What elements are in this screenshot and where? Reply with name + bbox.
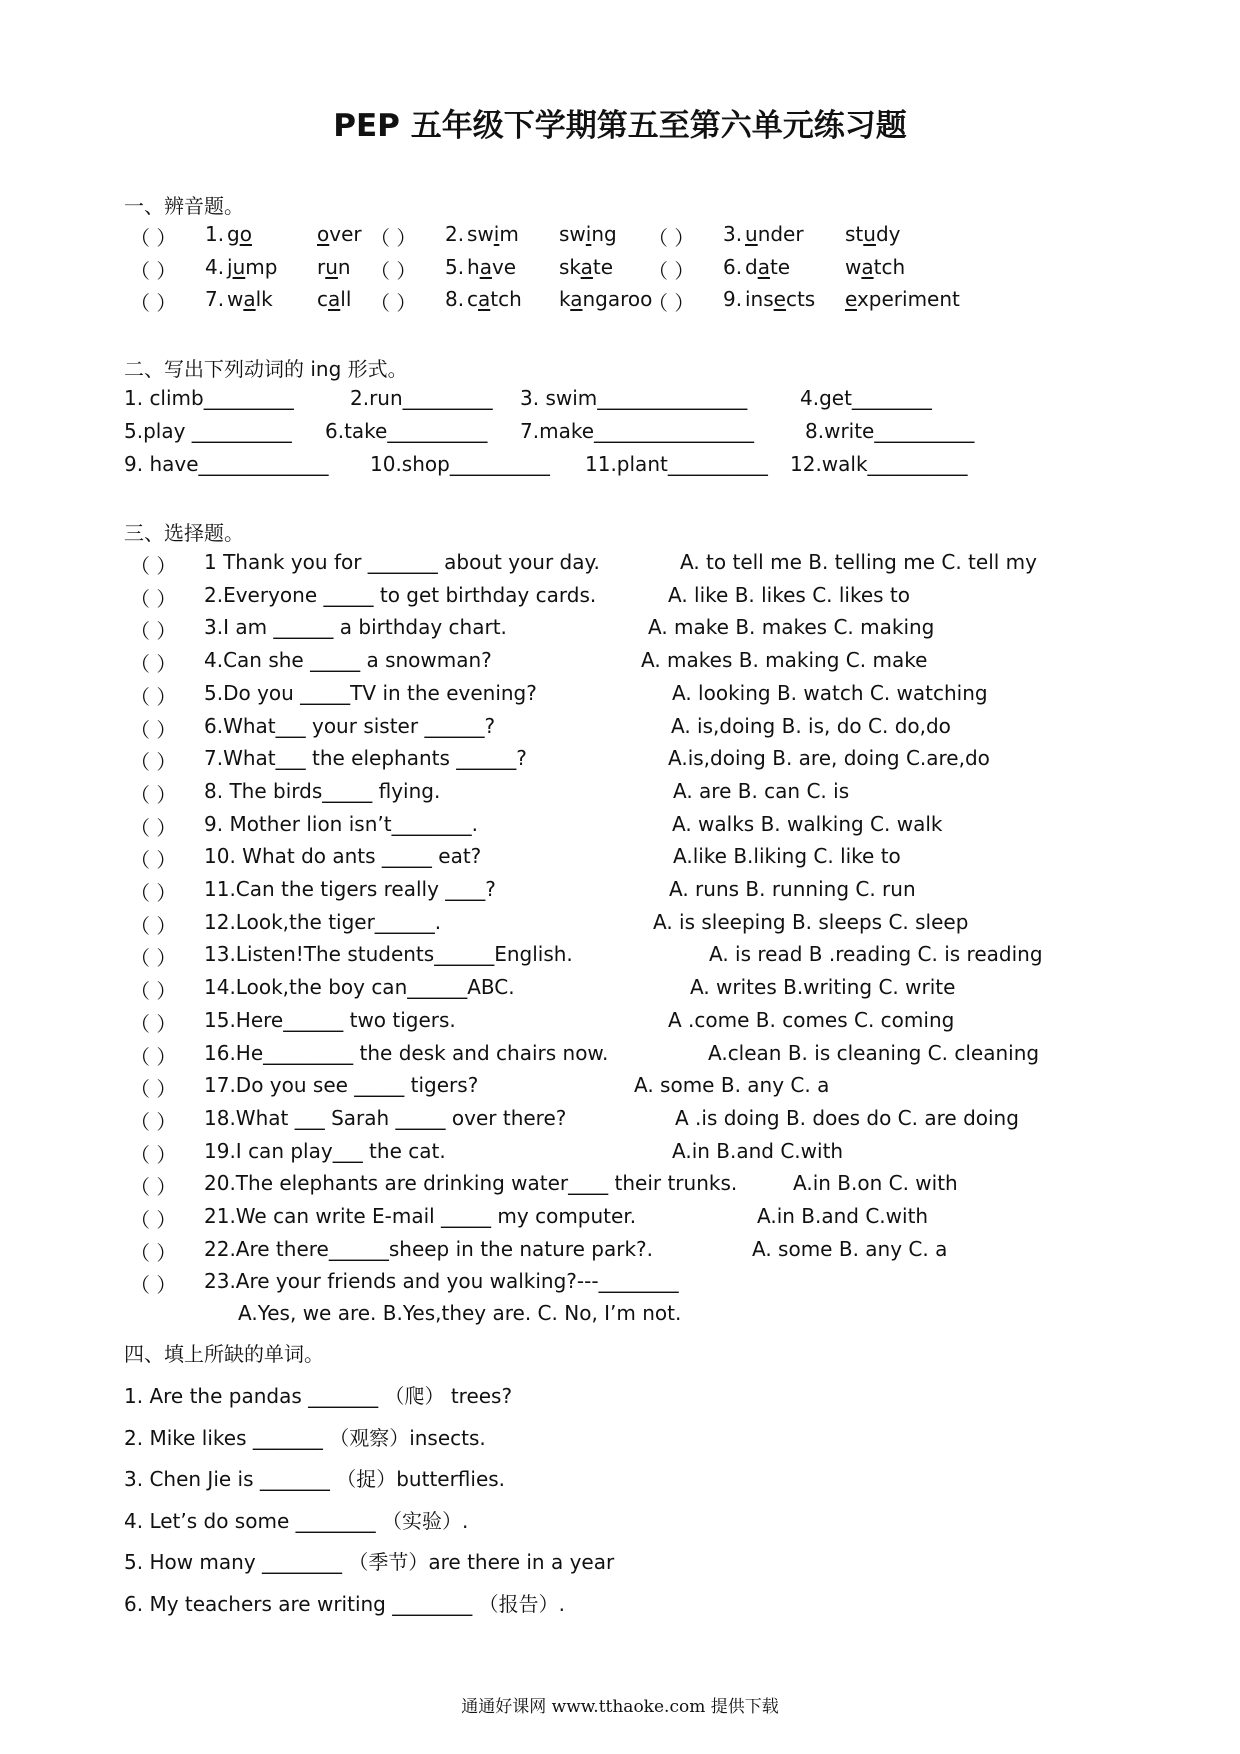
item-number: 4.	[205, 255, 225, 279]
underlined-letter: e	[773, 287, 786, 311]
word-1	[745, 222, 804, 246]
question-text: 9. Mother lion isn’t________.	[204, 811, 478, 836]
word-1	[227, 222, 252, 246]
word-part: lk	[255, 287, 273, 311]
answer-bracket: （ ）	[130, 1077, 177, 1102]
answer-options: A. like B. likes C. likes to	[668, 582, 911, 607]
word-part: ver	[329, 222, 362, 246]
answer-options: A.is,doing B. are, doing C.are,do	[668, 746, 990, 771]
answer-options: A. walks B. walking C. walk	[672, 811, 943, 836]
answer-options: A .come B. comes C. coming	[668, 1007, 955, 1032]
fill-in-item: 2.run_________	[350, 386, 493, 410]
item-number: 7.	[205, 287, 225, 311]
answer-bracket: （ ）	[130, 259, 177, 283]
answer-options: A.like B.liking C. like to	[673, 844, 901, 869]
word-2	[845, 287, 960, 311]
question-text: 1 Thank you for _______ about your day.	[204, 550, 600, 574]
question-text: 13.Listen!The students______English.	[204, 942, 573, 967]
fill-in-sentence: 6. My teachers are writing ________ （报告）.	[124, 1591, 565, 1616]
answer-options: A. looking B. watch C. watching	[672, 680, 988, 705]
answer-bracket: （ ）	[130, 750, 177, 775]
word-part: tch	[490, 287, 522, 311]
fill-in-sentence: 1. Are the pandas _______ （爬） trees?	[124, 1384, 513, 1408]
underlined-letter: i	[493, 222, 500, 246]
answer-options: A.in B.and C.with	[672, 1138, 844, 1163]
underlined-letter: o	[239, 222, 252, 246]
answer-options: A. writes B.writing C. write	[690, 975, 956, 1000]
section-2-heading: 二、写出下列动词的 ing 形式。	[124, 357, 408, 381]
item-number: 5.	[445, 255, 465, 279]
answer-bracket: （ ）	[130, 1175, 177, 1200]
word-part: k	[559, 287, 571, 311]
underlined-letter: a	[861, 255, 874, 279]
word-part: te	[592, 255, 614, 279]
question-text: 17.Do you see _____ tigers?	[204, 1073, 479, 1098]
section-4-heading: 四、填上所缺的单词。	[124, 1342, 324, 1366]
word-part: sk	[559, 255, 581, 279]
answer-bracket: （ ）	[648, 259, 695, 283]
word-part: h	[467, 255, 480, 279]
answer-options: A.in B.on C. with	[793, 1171, 958, 1196]
answer-bracket: （ ）	[130, 815, 177, 840]
fill-in-item: 1. climb_________	[124, 386, 294, 410]
question-text: 8. The birds_____ flying.	[204, 778, 441, 803]
answer-bracket: （ ）	[130, 1011, 177, 1036]
fill-in-item: 3. swim_______________	[520, 386, 748, 410]
answer-options: A. some B. any C. a	[752, 1236, 948, 1261]
item-number: 2.	[445, 222, 465, 246]
fill-in-sentence: 4. Let’s do some ________ （实验）.	[124, 1508, 469, 1533]
question-text: 15.Here______ two tigers.	[204, 1007, 456, 1032]
answer-bracket: （ ）	[130, 1208, 177, 1232]
word-1	[745, 255, 790, 279]
fill-in-item: 11.plant__________	[585, 452, 768, 476]
underlined-letter: u	[863, 222, 876, 246]
word-part: g	[227, 222, 240, 246]
underlined-letter: a	[328, 287, 341, 311]
answer-bracket: （ ）	[648, 226, 695, 250]
item-number: 9.	[723, 287, 743, 311]
word-1	[467, 255, 516, 279]
underlined-letter: o	[317, 222, 330, 246]
answer-bracket: （ ）	[130, 782, 177, 807]
question-text: 3.I am ______ a birthday chart.	[204, 615, 507, 640]
answer-bracket: （ ）	[130, 1142, 177, 1167]
word-part: mp	[245, 255, 278, 279]
word-part: c	[317, 287, 328, 311]
word-part: dy	[875, 222, 901, 246]
word-part: j	[227, 255, 233, 279]
word-part: cts	[785, 287, 816, 311]
fill-in-item: 8.write__________	[805, 419, 975, 443]
answer-bracket: （ ）	[130, 1044, 177, 1069]
word-1	[467, 287, 522, 311]
page-title: PEP 五年级下学期第五至第六单元练习题	[333, 108, 907, 144]
underlined-letter: e	[845, 287, 857, 311]
answer-options: A. to tell me B. telling me C. tell my	[680, 550, 1037, 574]
question-text: 6.What___ your sister ______?	[204, 713, 496, 738]
answer-options: A. make B. makes C. making	[648, 615, 935, 640]
answer-bracket: （ ）	[130, 684, 177, 709]
word-part: st	[845, 222, 864, 246]
section-3-heading: 三、选择题。	[124, 521, 244, 545]
underlined-letter: u	[745, 222, 758, 246]
fill-in-item: 6.take__________	[325, 419, 488, 443]
q23-options: A.Yes, we are. B.Yes,they are. C. No, I’m not.	[238, 1301, 682, 1325]
item-number: 6.	[723, 255, 743, 279]
answer-bracket: （ ）	[370, 226, 417, 250]
answer-bracket: （ ）	[130, 979, 177, 1004]
answer-bracket: （ ）	[130, 1240, 177, 1265]
answer-bracket: （ ）	[130, 881, 177, 905]
answer-options: A. is sleeping B. sleeps C. sleep	[653, 909, 969, 934]
question-text: 5.Do you _____TV in the evening?	[204, 680, 537, 705]
answer-bracket: （ ）	[130, 291, 177, 315]
underlined-letter: a	[243, 287, 256, 311]
word-1	[227, 287, 273, 311]
word-2	[317, 222, 362, 246]
word-part: xperiment	[856, 287, 960, 311]
question-text: 2.Everyone _____ to get birthday cards.	[204, 582, 597, 607]
fill-in-item: 5.play __________	[124, 419, 292, 443]
answer-options: A. is read B .reading C. is reading	[709, 942, 1043, 967]
word-part: ng	[591, 222, 617, 246]
word-part: ve	[491, 255, 517, 279]
answer-bracket: （ ）	[130, 1109, 177, 1134]
word-part: nder	[757, 222, 804, 246]
word-part: ll	[340, 287, 352, 311]
question-text: 19.I can play___ the cat.	[204, 1138, 446, 1163]
word-part: sw	[467, 222, 494, 246]
footer-credit: 通通好课网 www.tthaoke.com 提供下载	[461, 1697, 779, 1717]
word-part: m	[499, 222, 519, 246]
question-text: 21.We can write E-mail _____ my computer.	[204, 1204, 637, 1228]
question-text: 18.What ___ Sarah _____ over there?	[204, 1105, 567, 1130]
word-part: sw	[559, 222, 586, 246]
word-2	[845, 222, 900, 246]
answer-options: A. some B. any C. a	[634, 1073, 830, 1098]
question-text: 20.The elephants are drinking water____ their trunks.	[204, 1171, 738, 1196]
word-2	[317, 287, 351, 311]
section-1-heading: 一、辨音题。	[124, 194, 244, 218]
answer-bracket: （ ）	[130, 226, 177, 250]
item-number: 1.	[205, 222, 225, 246]
word-part: tch	[873, 255, 906, 279]
word-part: ins	[745, 287, 774, 311]
answer-options: A .is doing B. does do C. are doing	[675, 1105, 1019, 1130]
fill-in-sentence: 3. Chen Jie is _______ （捉）butterflies.	[124, 1467, 506, 1491]
underlined-letter: a	[478, 287, 491, 311]
word-1	[467, 222, 519, 246]
fill-in-item: 7.make________________	[520, 419, 754, 443]
question-text: 10. What do ants _____ eat?	[204, 844, 482, 869]
word-1	[745, 287, 815, 311]
answer-options: A.clean B. is cleaning C. cleaning	[708, 1040, 1040, 1065]
word-2	[559, 287, 652, 311]
fill-in-item: 10.shop__________	[370, 452, 550, 476]
word-1	[227, 255, 277, 279]
underlined-letter: a	[757, 255, 770, 279]
word-part: c	[467, 287, 478, 311]
answer-bracket: （ ）	[130, 913, 177, 938]
question-text: 23.Are your friends and you walking?---________	[204, 1269, 679, 1294]
answer-bracket: （ ）	[370, 259, 417, 283]
word-part: d	[745, 255, 758, 279]
underlined-letter: u	[232, 255, 246, 279]
answer-options: A. is,doing B. is, do C. do,do	[671, 713, 951, 738]
underlined-letter: i	[585, 222, 592, 246]
item-number: 8.	[445, 287, 465, 311]
answer-bracket: （ ）	[370, 291, 417, 315]
answer-options: A. are B. can C. is	[673, 778, 850, 803]
item-number: 3.	[723, 222, 743, 246]
fill-in-item: 4.get________	[800, 386, 932, 410]
answer-bracket: （ ）	[130, 652, 177, 677]
answer-bracket: （ ）	[130, 717, 177, 742]
word-2	[559, 255, 613, 279]
underlined-letter: a	[580, 255, 593, 279]
word-part: r	[317, 255, 326, 279]
fill-in-sentence: 5. How many ________ （季节）are there in a year	[124, 1550, 615, 1574]
underlined-letter: u	[325, 255, 338, 279]
answer-bracket: （ ）	[648, 291, 695, 315]
question-text: 4.Can she _____ a snowman?	[204, 648, 492, 673]
answer-options: A. makes B. making C. make	[641, 648, 928, 673]
answer-bracket: （ ）	[130, 848, 177, 873]
answer-bracket: （ ）	[130, 619, 177, 644]
word-2	[845, 255, 905, 279]
answer-bracket: （ ）	[130, 586, 177, 611]
underlined-letter: a	[479, 255, 492, 279]
word-2	[559, 222, 617, 246]
word-part: n	[337, 255, 351, 279]
answer-bracket: （ ）	[130, 946, 177, 971]
answer-options: A. runs B. running C. run	[669, 877, 916, 901]
fill-in-sentence: 2. Mike likes _______ （观察）insects.	[124, 1425, 486, 1450]
question-text: 11.Can the tigers really ____?	[204, 877, 496, 901]
answer-bracket: （ ）	[130, 554, 177, 578]
word-part: te	[769, 255, 791, 279]
question-text: 22.Are there______sheep in the nature park?.	[204, 1236, 653, 1261]
word-part: ngaroo	[582, 287, 653, 311]
word-2	[317, 255, 351, 279]
underlined-letter: a	[570, 287, 583, 311]
answer-options: A.in B.and C.with	[757, 1204, 929, 1228]
answer-bracket: （ ）	[130, 1273, 177, 1298]
question-text: 14.Look,the boy can______ABC.	[204, 975, 515, 1000]
question-text: 16.He_________ the desk and chairs now.	[204, 1040, 609, 1065]
word-part: w	[845, 255, 862, 279]
question-text: 12.Look,the tiger______.	[204, 909, 442, 934]
question-text: 7.What___ the elephants ______?	[204, 746, 527, 771]
word-part: w	[227, 287, 244, 311]
fill-in-item: 9. have_____________	[124, 452, 329, 476]
fill-in-item: 12.walk__________	[790, 452, 968, 476]
